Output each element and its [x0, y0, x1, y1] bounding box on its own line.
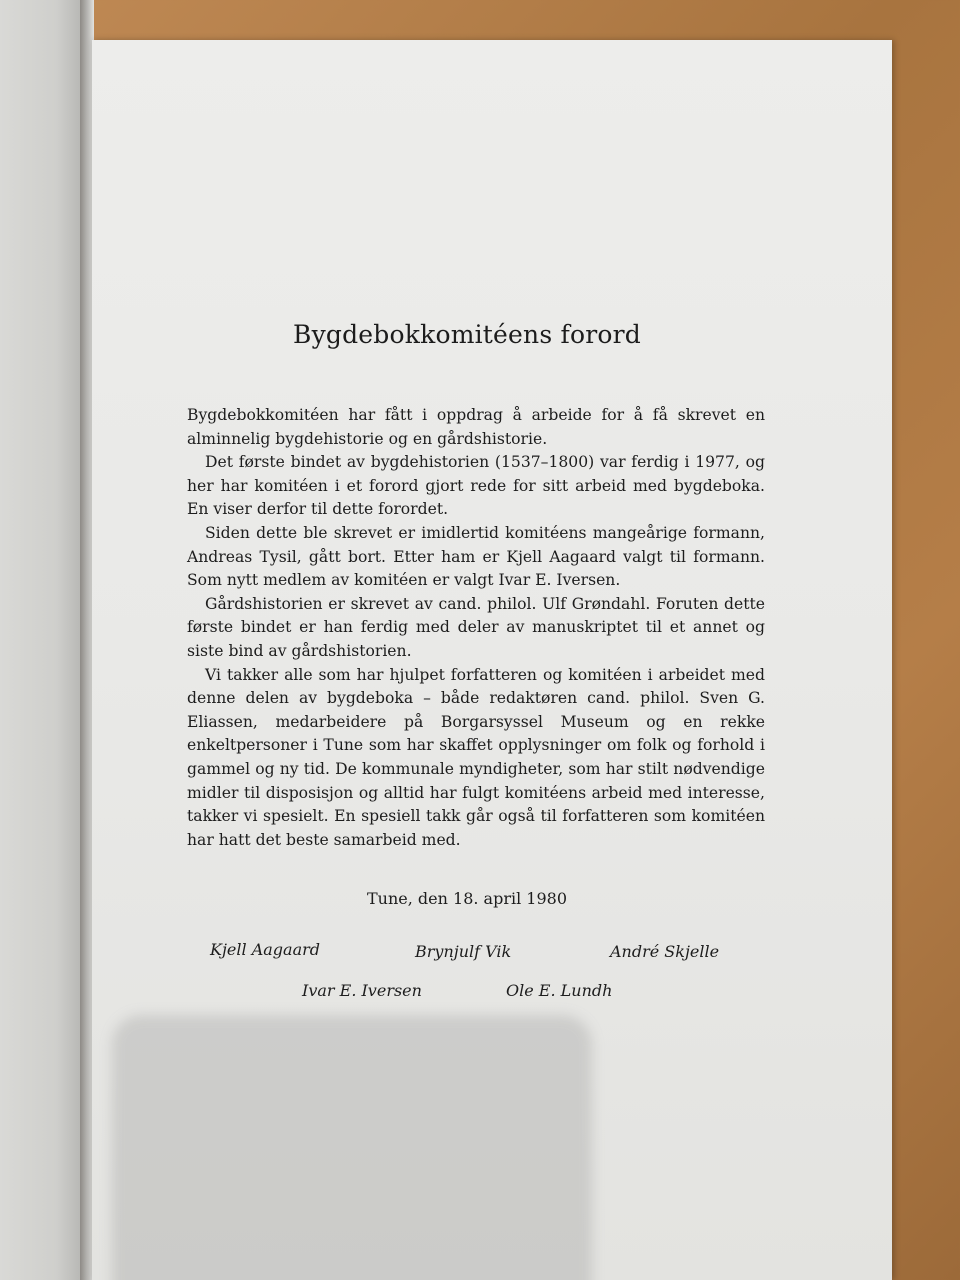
- signature-kjell-aagaard: Kjell Aagaard: [210, 940, 321, 959]
- signature-andre-skjelle: André Skjelle: [610, 942, 720, 961]
- signature-ivar-iversen: Ivar E. Iversen: [302, 981, 422, 1000]
- facing-page-edge: [0, 0, 80, 1280]
- date-line: Tune, den 18. april 1980: [366, 889, 568, 908]
- signature-brynjulf-vik: Brynjulf Vik: [415, 942, 512, 961]
- paragraph-5: Vi takker alle som har hjulpet forfatteren og komitéen i arbeidet med denne delen av bygdeboka – både redaktøren cand. philol. Sven G. Eliassen, medarbeidere på Borgarsyssel Museum og en rekke enkeltpersoner i Tune som har skaffet opplysninger om folk og forhold i gammel og ny tid. De kommunale myndigheter, som har stilt nødvendige midler til disposisjon og alltid har fulgt komitéens arbeid med interesse, takker vi spesielt. En spesiell takk går også til forfatteren som komitéen har hatt det beste samarbeid med.: [187, 665, 765, 849]
- book-page: [92, 40, 892, 1280]
- paragraph-1: Bygdebokkomitéen har fått i oppdrag å arbeide for å få skrevet en alminnelig bygdehistorie og en gårdshistorie.: [187, 406, 765, 448]
- paragraph-3: Siden dette ble skrevet er imidlertid komitéens mangeårige formann, Andreas Tysil, gått bort. Etter ham er Kjell Aagaard valgt til formann. Som nytt medlem av komitéen er valgt Ivar E. Iversen.: [187, 523, 765, 590]
- signature-ole-lundh: Ole E. Lundh: [506, 981, 613, 1000]
- paragraph-4: Gårdshistorien er skrevet av cand. philol. Ulf Grøndahl. Foruten dette første bindet er han ferdig med deler av manuskriptet til et annet og siste bind av gårdshistorien.: [187, 594, 765, 660]
- photographer-shadow: [112, 1015, 592, 1280]
- paragraph-2: Det første bindet av bygdehistorien (1537–1800) var ferdig i 1977, og her har komitéen i et forord gjort rede for sitt arbeid med bygdeboka. En viser derfor til dette forordet.: [187, 453, 765, 519]
- foreword-text: [187, 404, 765, 852]
- page-title: Bygdebokkomitéens forord: [293, 320, 641, 349]
